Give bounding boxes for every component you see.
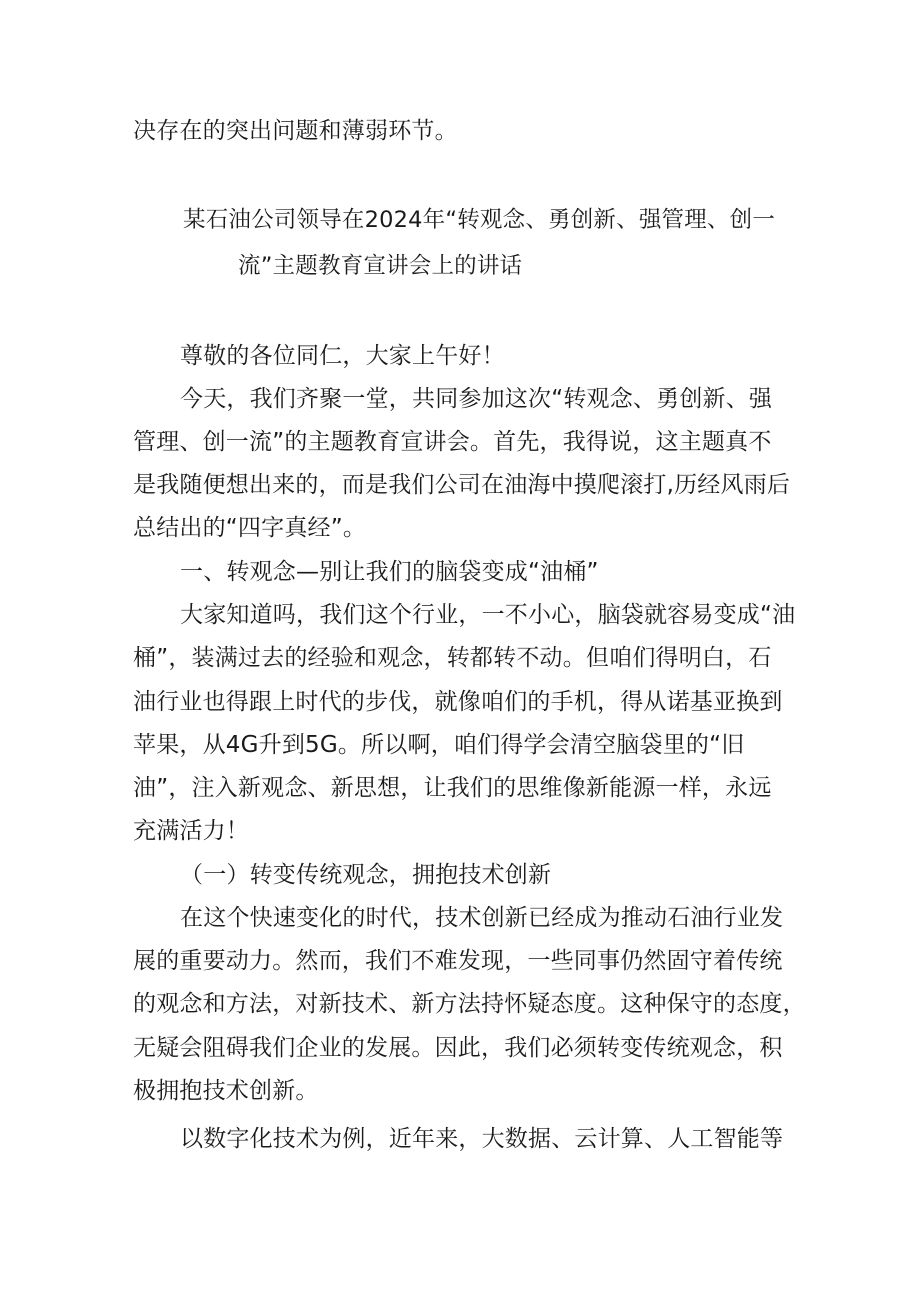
intro-line-4: 总结出的“四字真经”。 — [133, 515, 367, 541]
intro-line-3: 是我随便想出来的，而是我们公司在油海中摸爬滚打,历经风雨后 — [133, 472, 791, 498]
title-line-1: 某石油公司领导在2024年“转观念、勇创新、强管理、创一 — [183, 207, 776, 233]
section1-line-4: 苹果，从4G升到5G。所以啊，咱们得学会清空脑袋里的“旧 — [133, 732, 745, 758]
section1-line-3: 油行业也得跟上时代的步伐，就像咱们的手机，得从诺基亚换到 — [133, 689, 783, 715]
title-line-2: 流”主题教育宣讲会上的讲话 — [238, 253, 523, 279]
section1-line-1: 大家知道吗，我们这个行业，一不小心，脑袋就容易变成“油 — [180, 602, 796, 628]
intro-line-1: 今天，我们齐聚一堂，共同参加这次“转观念、勇创新、强 — [180, 386, 773, 412]
subsection1-line-2: 展的重要动力。然而，我们不难发现，一些同事仍然固守着传统 — [133, 948, 783, 974]
greeting-line: 尊敬的各位同仁，大家上午好！ — [180, 343, 505, 369]
subsection1-heading: （一）转变传统观念，拥抱技术创新 — [180, 862, 552, 888]
subsection1-line-4: 无疑会阻碍我们企业的发展。因此，我们必须转变传统观念，积 — [133, 1035, 783, 1061]
section1-line-6: 充满活力！ — [133, 818, 249, 844]
section1-line-5: 油”，注入新观念、新思想，让我们的思维像新能源一样，永远 — [133, 775, 772, 801]
subsection1-line-1: 在这个快速变化的时代，技术创新已经成为推动石油行业发 — [180, 905, 784, 931]
section1-line-2: 桶”，装满过去的经验和观念，转都转不动。但咱们得明白，石 — [133, 645, 772, 671]
intro-line-2: 管理、创一流”的主题教育宣讲会。首先，我得说，这主题真不 — [133, 429, 772, 455]
carryover-line: 决存在的突出问题和薄弱环节。 — [133, 118, 458, 144]
subsection1-line-5: 极拥抱技术创新。 — [133, 1078, 319, 1104]
subsection1-line-3: 的观念和方法，对新技术、新方法持怀疑态度。这种保守的态度， — [133, 991, 806, 1017]
subsection1-next-line: 以数字化技术为例，近年来，大数据、云计算、人工智能等 — [180, 1126, 784, 1152]
section1-heading: 一、转观念—别让我们的脑袋变成“油桶” — [180, 559, 599, 585]
